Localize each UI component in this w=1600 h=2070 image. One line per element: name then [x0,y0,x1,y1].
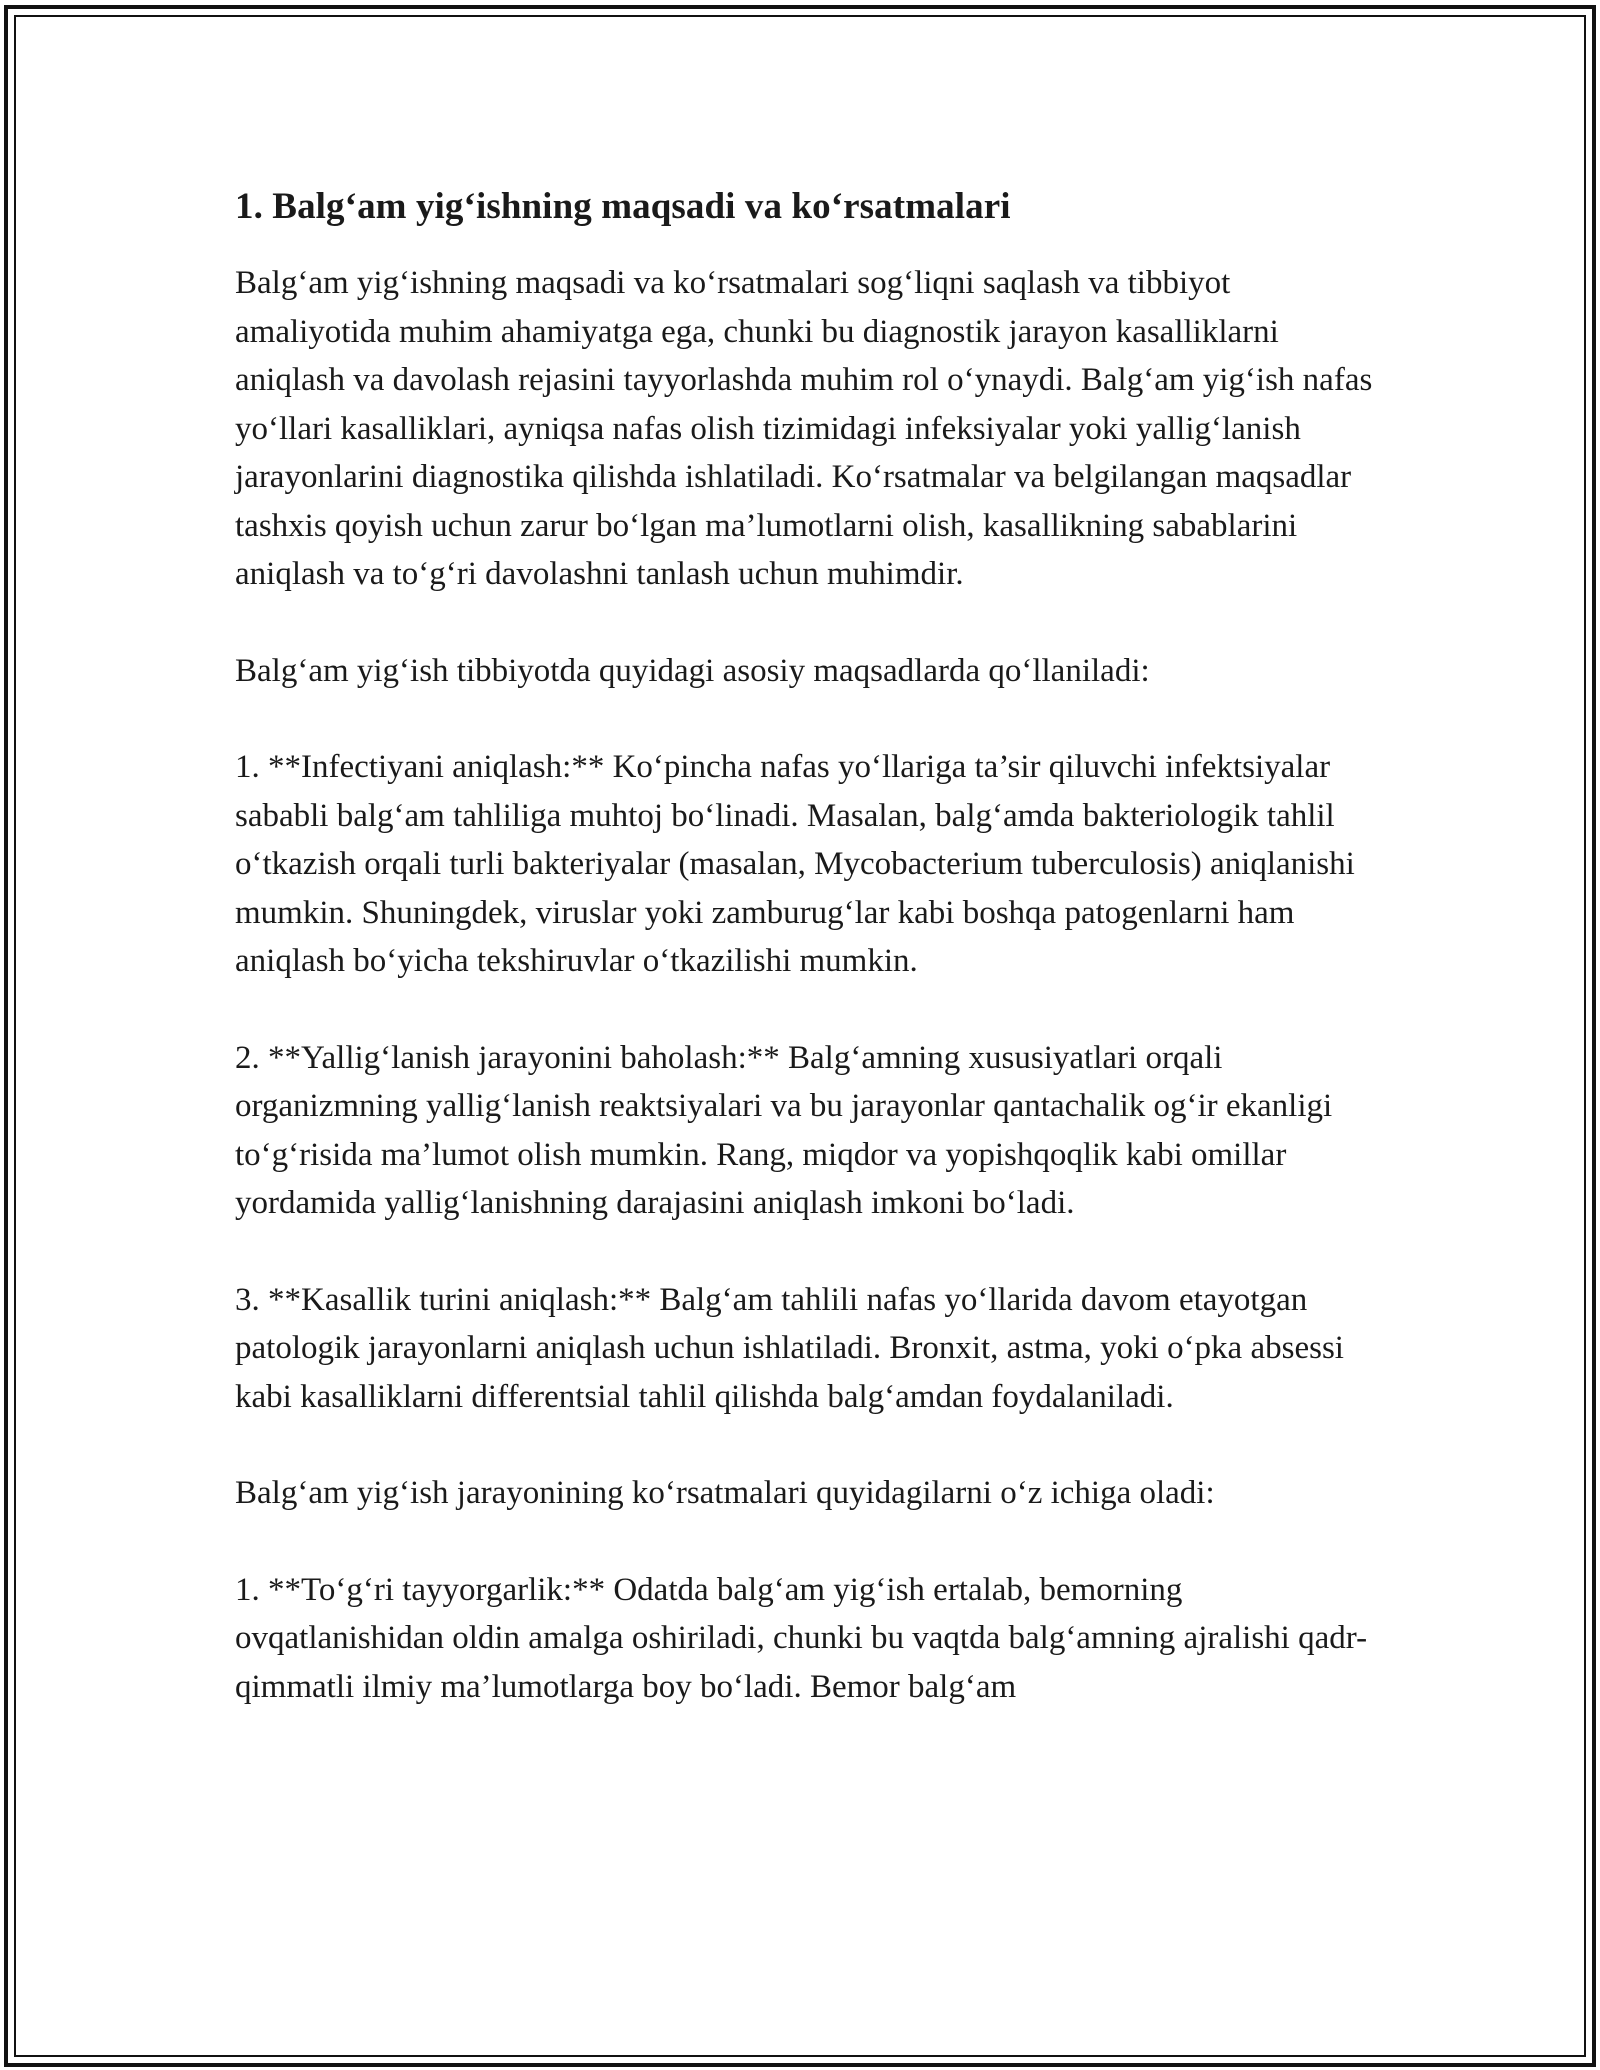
paragraph-purpose-2: 2. **Yallig‘lanish jarayonini baholash:** Balg‘amning xususiyatlari orqali organizmning yallig‘lanish reaktsiyalari va bu jarayonlar qantachalik og‘ir ekanligi to‘g‘risida ma’lumot olish mumkin. Rang, miqdor va yopishqoqlik kabi omillar yordamida yallig‘lanishning darajasini aniqlash imkoni bo‘ladi. [235,1039,1333,1222]
paragraph-indications-lead: Balg‘am yig‘ish jarayonining ko‘rsatmalari quyidagilarni o‘z ichiga oladi: [235,1475,1215,1512]
section-heading: 1. Balg‘am yig‘ishning maqsadi va ko‘rsatmalari [235,186,1011,227]
document-body [235,183,1385,1759]
paragraph-intro: Balg‘am yig‘ishning maqsadi va ko‘rsatmalari sog‘liqni saqlash va tibbiyot amaliyotida muhim ahamiyatga ega, chunki bu diagnostik jarayon kasalliklarni aniqlash va davolash rejasini tayyorlashda muhim rol o‘ynaydi. Balg‘am yig‘ish nafas yo‘llari kasalliklari, ayniqsa nafas olish tizimidagi infeksiyalar yoki yallig‘lanish jarayonlarini diagnostika qilishda ishlatiladi. Ko‘rsatmalar va belgilangan maqsadlar tashxis qoyish uchun zarur bo‘lgan ma’lumotlarni olish, kasallikning sabablarini aniqlash va to‘g‘ri davolashni tanlash uchun muhimdir. [235,265,1373,593]
paragraph-purpose-1: 1. **Infectiyani aniqlash:** Ko‘pincha nafas yo‘llariga ta’sir qiluvchi infektsiyalar sababli balg‘am tahliliga muhtoj bo‘linadi. Masalan, balg‘amda bakteriologik tahlil o‘tkazish orqali turli bakteriyalar (masalan, Mycobacterium tuberculosis) aniqlanishi mumkin. Shuningdek, viruslar yoki zamburug‘lar kabi boshqa patogenlarni ham aniqlash bo‘yicha tekshiruvlar o‘tkazilishi mumkin. [235,749,1355,980]
paragraph-indication-1: 1. **To‘g‘ri tayyorgarlik:** Odatda balg‘am yig‘ish ertalab, bemorning ovqatlanishidan oldin amalga oshiriladi, chunki bu vaqtda balg‘amning ajralishi qadr-qimmatli ilmiy ma’lumotlarga boy bo‘ladi. Bemor balg‘am [235,1571,1368,1705]
paragraph-purposes-lead: Balg‘am yig‘ish tibbiyotda quyidagi asosiy maqsadlarda qo‘llaniladi: [235,652,1150,689]
paragraph-purpose-3: 3. **Kasallik turini aniqlash:** Balg‘am tahlili nafas yo‘llarida davom etayotgan patologik jarayonlarni aniqlash uchun ishlatiladi. Bronxit, astma, yoki o‘pka absessi kabi kasalliklarni differentsial tahlil qilishda balg‘amdan foydalaniladi. [235,1281,1344,1415]
